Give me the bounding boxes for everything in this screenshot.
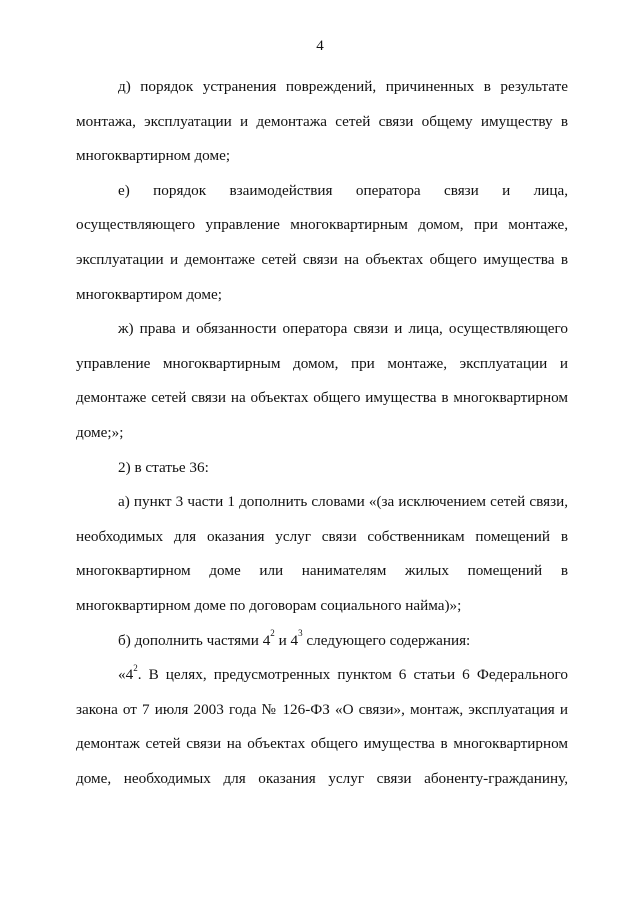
page-number: 4	[316, 38, 324, 54]
paragraph-a: а) пункт 3 части 1 дополнить словами «(за исключением сетей связи, необходимых для оказания услуг связи собственникам помещений в многоквартирном доме или нанимателям жилых помещений в многоквартирном доме по договорам социального найма)»;	[76, 493, 568, 614]
paragraph-4-2	[76, 658, 568, 796]
paragraph-b-suffix: следующего содержания:	[302, 631, 471, 649]
paragraph-zh: ж) права и обязанности оператора связи и лица, осуществляющего управление многоквартирным домом, при монтаже, эксплуатации и демонтаже сетей связи на объектах общего имущества в многоквартирном доме;»;	[76, 320, 568, 441]
paragraph-4-2-text: . В целях, предусмотренных пунктом 6 статьи 6 Федерального закона от 7 июля 2003 года № 126-ФЗ «О связи», монтаж, эксплуатация и демонтаж сетей связи на объектах общего имущества в многоквартирном доме, необходимых для оказания услуг связи абоненту-гражданину,	[76, 666, 568, 787]
paragraph-4-2-prefix: «4	[118, 666, 134, 684]
paragraph-b-prefix: б) дополнить частями 4	[118, 631, 271, 649]
paragraph-4-2-sup: 2	[133, 663, 138, 674]
paragraph-e: е) порядок взаимодействия оператора связи и лица, осуществляющего управление многоквартирным домом, при монтаже, эксплуатации и демонтаже сетей связи на объектах общего имущества в многоквартиром доме;	[76, 181, 568, 303]
paragraph-b-sup-1: 2	[270, 628, 275, 639]
paragraph-b	[76, 624, 568, 659]
document-body	[76, 70, 568, 796]
paragraph-b-sup-2: 3	[298, 628, 303, 639]
paragraph-article-36: 2) в статье 36:	[118, 458, 209, 476]
paragraph-d: д) порядок устранения повреждений, причиненных в результате монтажа, эксплуатации и демонтажа сетей связи общему имуществу в многоквартирном доме;	[76, 78, 568, 165]
paragraph-b-middle: и 4	[274, 631, 299, 649]
